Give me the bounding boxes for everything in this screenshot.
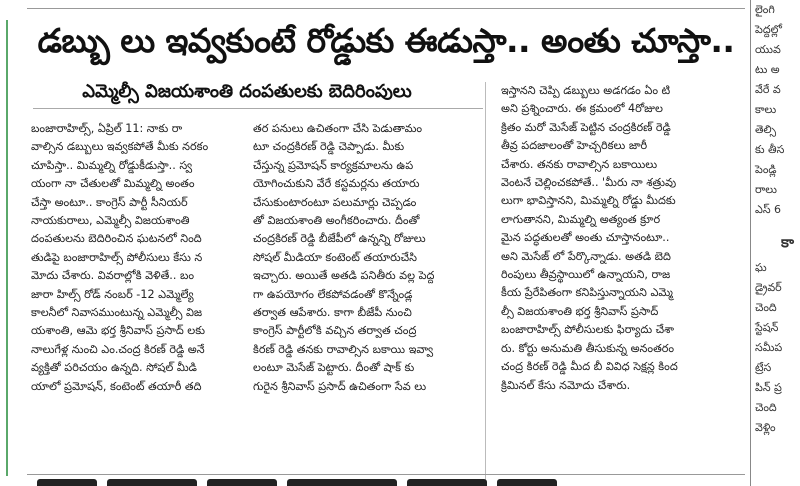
adjacent-article-heading: కా xyxy=(781,233,795,251)
body-text-line: చూపిస్తా.. మిమ్మల్ని రోడ్డుకీడుస్తా.. స్వ xyxy=(31,158,193,172)
article-column-1 xyxy=(31,120,249,482)
adjacent-text-line: వెళ్లిం xyxy=(755,421,776,434)
adjacent-text-line: పెద్దల్లో xyxy=(755,23,782,36)
body-text-line: నాయకురాలు, ఎమ్మెల్సీ విజయశాంతి xyxy=(31,214,190,228)
body-text-line: కాలనీలో నివాసముంటున్న ఎమ్మెల్సీ విజ xyxy=(31,306,203,320)
adjacent-text-line: పెండ్లి xyxy=(755,163,777,176)
body-text-line: ల్సీ విజయశాంతి భర్త శ్రీనివాస్ ప్రసాద్ xyxy=(501,304,659,318)
adjacent-text-line: యువ xyxy=(755,43,781,56)
body-text-line: లంటూ మెసేజ్ పెట్టారు. దీంతో షాక్ కు xyxy=(253,361,415,375)
body-text-line: వాల్సిన డబ్బులు ఇవ్వకపోతే మీకు నరకం xyxy=(31,140,209,154)
adjacent-article-lines-bottom xyxy=(751,258,800,438)
body-text-line: క్రిమినల్ కేసు నమోదు చేశారు. xyxy=(501,378,631,392)
article-subheadline: ఎమ్మెల్సీ విజయశాంతి దంపతులకు బెదిరింపులు xyxy=(82,81,412,102)
body-text-line: యంగా నా చేతులతో మిమ్మల్ని అంతం xyxy=(31,177,195,191)
bottom-rule xyxy=(27,474,745,475)
adjacent-text-line: తెల్సి xyxy=(755,123,777,136)
body-text-line: తర్వాత ఆపేశారు. కాగా బీజేపీ నుంచి xyxy=(253,306,412,320)
body-text-line: చంద్రకిరణ్ రెడ్డి బీజేపీలో ఉన్నన్ని రోజులు xyxy=(253,232,426,246)
adjacent-text-line: కు తీస xyxy=(755,143,785,156)
body-text-line: టూ చంద్రకిరణ్ రెడ్డి చెప్పాడు. మీకు xyxy=(253,140,405,154)
body-text-line: యోగించుకుని వేరే కస్టమర్లను తయారు xyxy=(253,177,420,191)
body-text-line: వెంటనే చెల్లించకపోతే.. 'మీరు నా శత్రువు xyxy=(501,176,677,190)
body-text-line: దంపతులను బెదిరించిన ఘటనలో నింది xyxy=(31,232,202,246)
adjacent-text-line: సమీప xyxy=(755,341,783,354)
body-text-line: నాలుగేళ్ల నుంచి ఎం.చంద్ర కిరణ్ రెడ్డి అనే xyxy=(31,342,205,356)
body-text-line: యాలో ప్రమోషన్, కంటెంట్ తయారీ తది xyxy=(31,379,202,393)
adjacent-text-line: స్టేషన్ xyxy=(755,321,779,334)
body-text-line: లుగా భావిస్తానని, మిమ్మల్ని రోడ్డు మీదకు xyxy=(501,194,676,208)
body-text-line: తో విజయశాంతి అంగీకరించారు. దీంతో xyxy=(253,214,420,228)
body-text-line: చేస్తా అంటూ.. కాంగ్రెస్ పార్టీ సీనియర్ xyxy=(31,195,188,209)
article-column-2 xyxy=(253,120,473,482)
body-text-line: ఇచ్చారు. అయితే అతడి పనితీరు వల్ల పెద్ద xyxy=(253,269,435,283)
body-text-line: అని ప్రశ్నించారు. ఈ క్రమంలో 4రోజుల xyxy=(501,102,663,116)
top-rule xyxy=(27,8,745,9)
body-text-line: చేసుకుంటారంటూ పలుమార్లు చెప్పడం xyxy=(253,195,417,209)
body-text-line: గురైన శ్రీనివాస్ ప్రసాద్ ఉచితంగా సేవ లు xyxy=(253,379,427,393)
article-headline: డబ్బు లు ఇవ్వకుంటే రోడ్డుకు ఈడుస్తా.. అంతు చూస్తా.. xyxy=(37,21,735,60)
body-text-line: వ్యక్తితో పరిచయం ఉన్నది. సోషల్ మీడి xyxy=(31,361,197,375)
adjacent-text-line: చెంది xyxy=(755,401,777,414)
body-text-line: రింపులు తీవ్రస్థాయిలో ఉన్నాయని, రాజ xyxy=(501,268,671,282)
adjacent-text-line: రాలు xyxy=(755,183,777,196)
adjacent-text-line: కాలు xyxy=(755,103,777,116)
body-text-line: బంజారాహిల్స్ పోలీసులకు ఫిర్యాదు చేశా xyxy=(501,323,675,337)
body-text-line: మైన పద్ధతులతో అంతు చూస్తానంటూ.. xyxy=(501,231,670,245)
body-text-line: రు. కోర్టు అనుమతి తీసుకున్న అనంతరం xyxy=(501,341,675,355)
body-text-line: గా ఉపయోగం లేకపోవడంతో కొన్నేండ్ల xyxy=(253,287,413,301)
column-divider xyxy=(485,82,486,480)
body-text-line: చేస్తున్న ప్రమోషన్ కార్యక్రమాలను ఉప xyxy=(253,158,414,172)
body-text-line: లాగుతానని, మిమ్మల్ని అత్యంత క్రూర xyxy=(501,212,661,226)
adjacent-text-line: లైంగి xyxy=(755,3,775,16)
left-green-border xyxy=(6,20,8,476)
adjacent-article-lines-top xyxy=(751,0,800,220)
body-text-line: కాంగ్రెస్ పార్టీలోకి వచ్చిన తర్వాత చంద్ర xyxy=(253,324,417,338)
adjacent-text-line: వేరే వ xyxy=(755,83,781,96)
left-margin-strip xyxy=(0,0,13,486)
body-text-line: తీవ్ర పదజాలంతో హెచ్చరికలు జారీ xyxy=(501,139,648,153)
adjacent-text-line: పిన్ ప్ర xyxy=(755,381,782,394)
body-text-line: కిరణ్ రెడ్డి తనకు రావాల్సిన బకాయి ఇవ్వా xyxy=(253,342,434,356)
body-text-line: బంజారాహిల్స్, ఏప్రిల్ 11: నాకు రా xyxy=(31,122,183,135)
body-text-line: క్రితం మరో మెసేజ్ పెట్టిన చంద్రకిరణ్ రెడ్డి xyxy=(501,120,671,134)
body-text-line: చంద్ర కిరణ్ రెడ్డి మీద బీ వివిధ సెక్షన్ల కింద xyxy=(501,360,678,374)
body-text-line: చేశారు. తనకు రావాల్సిన బకాయిలు xyxy=(501,157,658,171)
body-text-line: తుడిపై బంజారాహిల్స్ పోలీసులు కేసు న xyxy=(31,250,203,264)
body-text-line: మోదు చేశారు. వివరాల్లోకి వెళితే.. బం xyxy=(31,269,195,283)
subheadline-underline xyxy=(33,108,483,109)
body-text-line: అని మెసేజ్ లో పేర్కొన్నాడు. అతడి బెది xyxy=(501,249,671,263)
adjacent-text-line: ట్రేస xyxy=(755,361,772,374)
adjacent-text-line: ఎస్ 6 xyxy=(755,203,782,216)
adjacent-text-line: ఘ xyxy=(755,261,767,274)
next-article-headline-cropped xyxy=(37,476,737,486)
body-text-line: యశాంతి, ఆమె భర్త శ్రీనివాస్ ప్రసాద్ లకు xyxy=(31,324,205,338)
body-text-line: జారా హిల్స్ రోడ్ నంబర్ -12 ఎమ్మెల్యే xyxy=(31,287,194,301)
body-text-line: సోషల్ మీడియా కంటెంట్ తయారుచేసి xyxy=(253,250,417,264)
body-text-line: ఇస్తానని చెప్పి డబ్బులు అడగడం ఏం టి xyxy=(501,84,671,97)
adjacent-text-line: టు అ xyxy=(755,63,780,76)
body-text-line: కీయ ప్రేరేపితంగా కనిపిస్తున్నాయని ఎమ్మె xyxy=(501,286,673,300)
article-column-3 xyxy=(501,82,743,482)
news-article xyxy=(27,0,745,486)
adjacent-article-strip xyxy=(750,0,800,486)
adjacent-text-line: చెంది xyxy=(755,301,777,314)
body-text-line: తర పనులు ఉచితంగా చేసి పెడుతామం xyxy=(253,122,423,135)
adjacent-text-line: డ్రైవర్ xyxy=(755,281,782,294)
